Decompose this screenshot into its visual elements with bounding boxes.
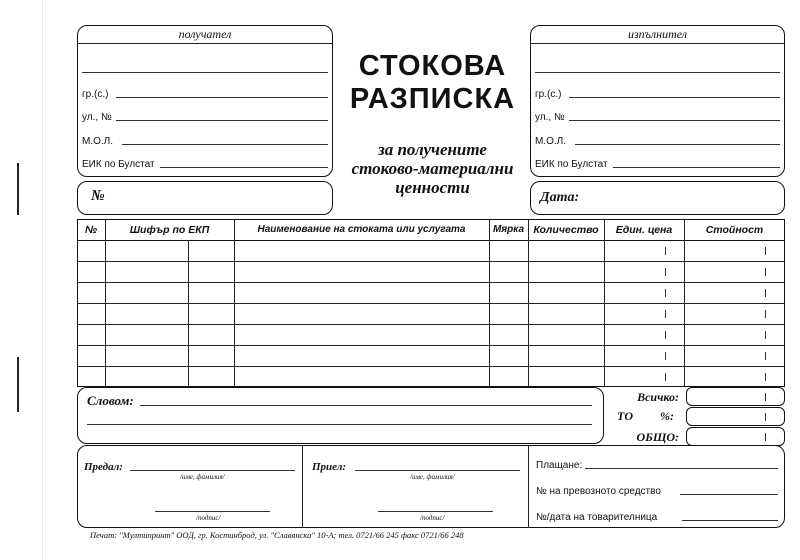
table-row[interactable] [77, 303, 785, 324]
recipient-header: получател [178, 27, 232, 41]
received-sign-line [378, 511, 493, 512]
vat-label: ТО [617, 409, 633, 423]
decimal-separator-tick [765, 331, 766, 339]
performer-street-label: ул., № [535, 112, 565, 123]
decimal-separator-tick [665, 352, 666, 360]
table-row[interactable] [77, 324, 785, 345]
handed-name-line [130, 470, 295, 471]
performer-mol-line [575, 144, 780, 145]
subtitle-line-1: за получените [378, 140, 487, 159]
performer-city-line [569, 97, 780, 98]
decimal-separator-tick [665, 373, 666, 381]
received-sign-caption: /подпис/ [420, 514, 445, 522]
date-label: Дата: [540, 190, 580, 205]
waybill-line [682, 520, 778, 521]
grand-total-value-box [686, 427, 785, 446]
vat-percent-label: %: [660, 409, 674, 423]
subtitle-line-2: стоково-материални [351, 159, 514, 178]
th-ekp-code: Шифър по ЕКП [129, 224, 210, 236]
received-name-line [355, 470, 520, 471]
decimal-separator-tick [765, 373, 766, 381]
vehicle-label: № на превозното средство [536, 486, 661, 497]
handed-sign-caption: /подпис/ [196, 514, 221, 522]
words-box [77, 387, 604, 444]
recipient-eik-label: ЕИК по Булстат [82, 159, 155, 170]
recipient-box [77, 25, 333, 177]
grand-total-tick [765, 433, 766, 441]
th-item-name: Наименование на стоката или услугата [257, 224, 466, 235]
performer-header-line [530, 43, 785, 44]
table-row[interactable] [77, 345, 785, 366]
subtitle-line-3: ценности [395, 178, 470, 197]
words-label: Словом: [87, 393, 134, 408]
vat-value-tick [765, 413, 766, 421]
waybill-label: №/дата на товарителница [536, 512, 658, 523]
table-row[interactable] [77, 366, 785, 387]
table-row[interactable] [77, 240, 785, 261]
performer-eik-line [613, 167, 780, 168]
recipient-eik-line [160, 167, 328, 168]
recipient-city-label: гр.(с.) [82, 89, 109, 100]
table-row[interactable] [77, 261, 785, 282]
decimal-separator-tick [665, 310, 666, 318]
decimal-separator-tick [765, 289, 766, 297]
printer-footer: Печат: "Мултипринт" ООД, гр. Костинброд, ул. "Славянска" 10-А; тел. 0721/66 245 факс 0721/66 248 [90, 530, 464, 540]
performer-eik-label: ЕИК по Булстат [535, 159, 608, 170]
decimal-separator-tick [665, 289, 666, 297]
performer-box [530, 25, 785, 177]
recipient-street-label: ул., № [82, 112, 112, 123]
total-value-tick [765, 393, 766, 401]
payment-line [585, 468, 778, 469]
recipient-mol-line [122, 144, 328, 145]
number-box [77, 181, 333, 215]
table-row[interactable] [77, 282, 785, 303]
th-unit-price: Един. цена [615, 224, 673, 236]
decimal-separator-tick [665, 331, 666, 339]
binder-mark-bottom [17, 357, 19, 412]
title-line-1: СТОКОВА [358, 50, 507, 82]
th-quantity: Количество [533, 224, 599, 236]
recipient-header-line [77, 43, 333, 44]
decimal-separator-tick [765, 247, 766, 255]
title-line-2: РАЗПИСКА [349, 83, 516, 115]
page-left-shadow [42, 0, 43, 560]
performer-name-line [535, 72, 780, 73]
recipient-city-line [116, 97, 328, 98]
signature-divider-2 [528, 445, 529, 528]
performer-city-label: гр.(с.) [535, 89, 562, 100]
performer-mol-label: М.О.Л. [535, 136, 567, 147]
th-number: № [84, 224, 98, 236]
number-label: № [91, 188, 105, 204]
decimal-separator-tick [765, 310, 766, 318]
decimal-separator-tick [765, 268, 766, 276]
th-unit: Мярка [492, 224, 525, 235]
binder-mark-top [17, 163, 19, 215]
total-value-box [686, 387, 785, 406]
decimal-separator-tick [665, 247, 666, 255]
handed-sign-line [155, 511, 270, 512]
recipient-mol-label: М.О.Л. [82, 136, 114, 147]
vat-value-box [686, 407, 785, 426]
vehicle-line [680, 494, 778, 495]
th-value: Стойност [705, 224, 764, 236]
performer-header: изпълнител [627, 27, 688, 41]
decimal-separator-tick [765, 352, 766, 360]
payment-label: Плащане: [536, 460, 583, 471]
recipient-name-line [82, 72, 328, 73]
words-line-2 [87, 424, 592, 425]
handed-label: Предал: [84, 461, 123, 473]
received-label: Приел: [312, 461, 347, 473]
signature-divider-1 [302, 445, 303, 528]
recipient-street-line [116, 120, 328, 121]
received-name-caption: /име, фамилия/ [410, 473, 455, 481]
grand-total-label: ОБЩО: [636, 430, 679, 444]
handed-name-caption: /име, фамилия/ [180, 473, 225, 481]
decimal-separator-tick [665, 268, 666, 276]
total-label: Всичко: [637, 390, 679, 404]
words-line-1 [140, 405, 592, 406]
performer-street-line [569, 120, 780, 121]
